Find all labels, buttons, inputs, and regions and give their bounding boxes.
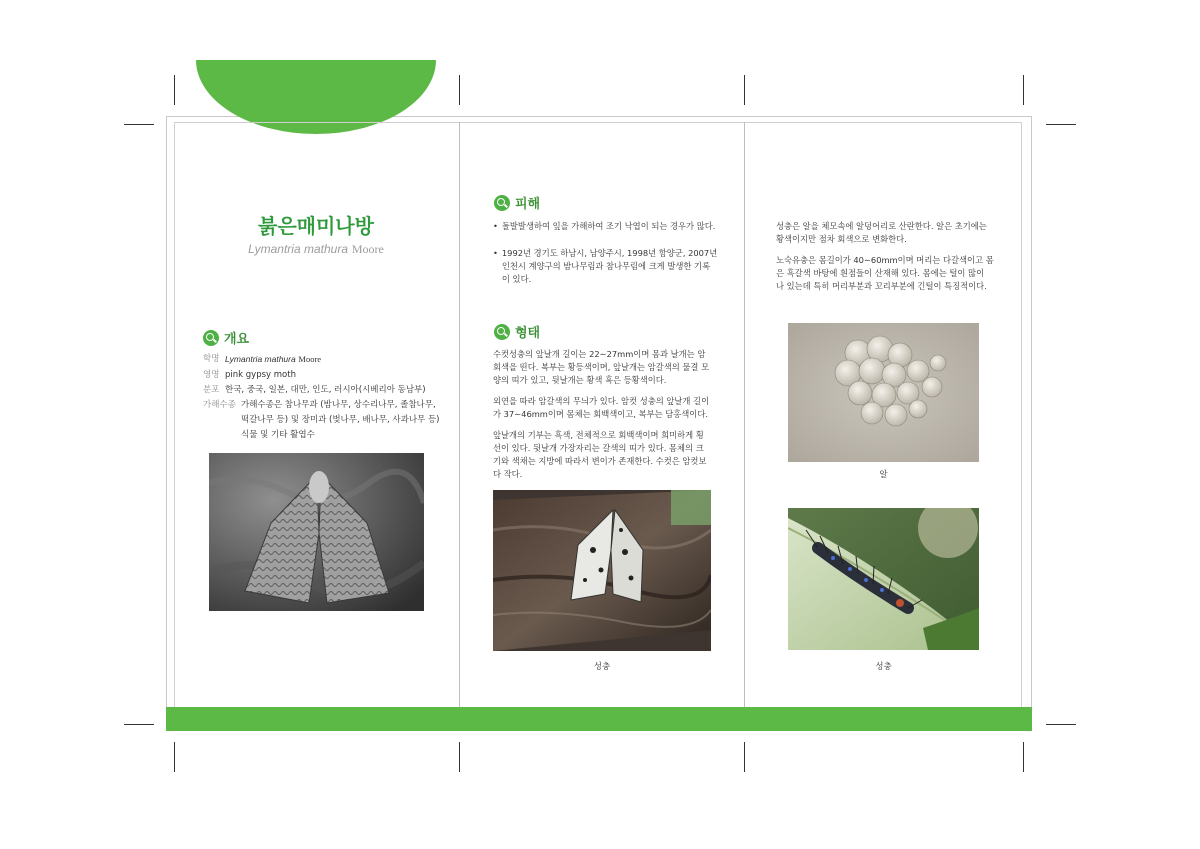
info-value: 한국, 중국, 일본, 대만, 인도, 러시아(시베리아 동남부) [225, 385, 426, 395]
info-value [225, 352, 443, 368]
egg-photo-caption: 알 [879, 470, 888, 480]
adult-moth-photo [493, 490, 711, 651]
egg-mass-photo [788, 323, 979, 462]
damage-bullet [493, 220, 718, 233]
lifecycle-text [776, 220, 994, 301]
info-row-hosts [203, 398, 443, 443]
damage-heading [494, 193, 540, 212]
subtitle-author: Moore [351, 242, 384, 256]
lifecycle-paragraph: 성충은 알을 체모속에 알덩어리로 산란한다. 알은 초기에는 황색이지만 점차 회색으로 변화한다. [776, 221, 987, 244]
page-title: 붉은매미나방 [258, 214, 374, 238]
info-row-distribution [203, 383, 443, 398]
crop-mark [459, 75, 460, 105]
larva-photo-caption: 성충 [875, 662, 892, 672]
info-row-english [203, 368, 443, 383]
morphology-paragraph: 수컷성충의 앞날개 길이는 22∼27mm이며 몸과 날개는 암회색을 띤다. 복부는 황등색이며, 앞날개는 암갈색의 물결 모양의 띠가 있고, 뒷날개는 황색 혹은 등황색이다. [493, 349, 710, 385]
morphology-heading-text: 형태 [515, 326, 541, 341]
scientific-author: Moore [298, 354, 322, 364]
overview-heading-text: 개요 [224, 332, 250, 347]
scientific-name: Lymantria mathura [225, 354, 296, 364]
morphology-paragraph: 외연을 따라 암갈색의 무늬가 있다. 암컷 성충의 앞날개 길이가 37∼46mm이며 몸체는 회백색이고, 복부는 담홍색이다. [493, 396, 710, 419]
crop-mark [744, 742, 745, 772]
damage-list [493, 220, 718, 286]
info-value: pink gypsy moth [225, 370, 296, 380]
info-label: 영명 [203, 370, 220, 380]
search-icon [494, 324, 510, 340]
search-icon [203, 330, 219, 346]
crop-mark [124, 724, 154, 725]
crop-mark [174, 742, 175, 772]
info-label: 가해수종 [203, 400, 236, 410]
crop-mark [1046, 124, 1076, 125]
damage-bullet-text: 돌발발생하여 잎을 가해하여 조기 낙엽이 되는 경우가 많다. [501, 221, 716, 231]
morphology-paragraph: 앞날개의 기부는 흑색, 전체적으로 회백색이며 희미하게 횡선이 있다. 뒷날개 가장자리는 갈색의 띠가 있다. 몸체의 크기와 색채는 지방에 따라서 변이가 존재한다. 수컷은 암컷보다 작다. [493, 430, 707, 479]
bullet-dot: • [493, 248, 498, 258]
crop-mark [1023, 742, 1024, 772]
info-label: 분포 [203, 385, 220, 395]
damage-heading-text: 피해 [515, 197, 541, 212]
page-subtitle [200, 242, 432, 257]
info-value: 가해수종은 참나무과 (밤나무, 상수리나무, 졸참나무, 떡갈나무 등) 및 장미과 (벚나무, 배나무, 사과나무 등) 식물 및 기타 활엽수 [241, 400, 440, 440]
crop-mark [459, 742, 460, 772]
search-icon [494, 195, 510, 211]
info-label: 학명 [203, 354, 220, 364]
crop-mark [1023, 75, 1024, 105]
bottom-green-band [166, 707, 1032, 731]
fold-line [459, 122, 460, 722]
lifecycle-paragraph: 노숙유충은 몸길이가 40∼60mm이며 머리는 다갈색이고 몸은 흑갈색 바탕에 흰점들이 산재해 있다. 몸에는 털이 많이 나 있는데 특히 머리부분과 꼬리부분에 긴털이 특징적이다. [776, 255, 994, 291]
damage-bullet [493, 247, 718, 286]
larva-photo [788, 508, 979, 650]
crop-mark [744, 75, 745, 105]
crop-mark [1046, 724, 1076, 725]
morphology-heading [494, 322, 540, 341]
crop-mark [174, 75, 175, 105]
bullet-dot: • [493, 221, 498, 231]
morphology-text [493, 348, 711, 489]
damage-bullet-text: 1992년 경기도 하남시, 남양주시, 1998년 함양군, 2007년 인천시 계양구의 밤나무림과 참나무림에 크게 발생한 기록이 있다. [501, 248, 718, 284]
adult-photo-caption: 성충 [593, 662, 611, 672]
fold-line [744, 122, 745, 722]
info-row-scientific [203, 352, 443, 368]
crop-mark [124, 124, 154, 125]
subtitle-scientific: Lymantria mathura [248, 242, 348, 256]
overview-info [203, 352, 443, 443]
overview-heading [203, 328, 249, 347]
moth-photo-grayscale [209, 453, 424, 611]
